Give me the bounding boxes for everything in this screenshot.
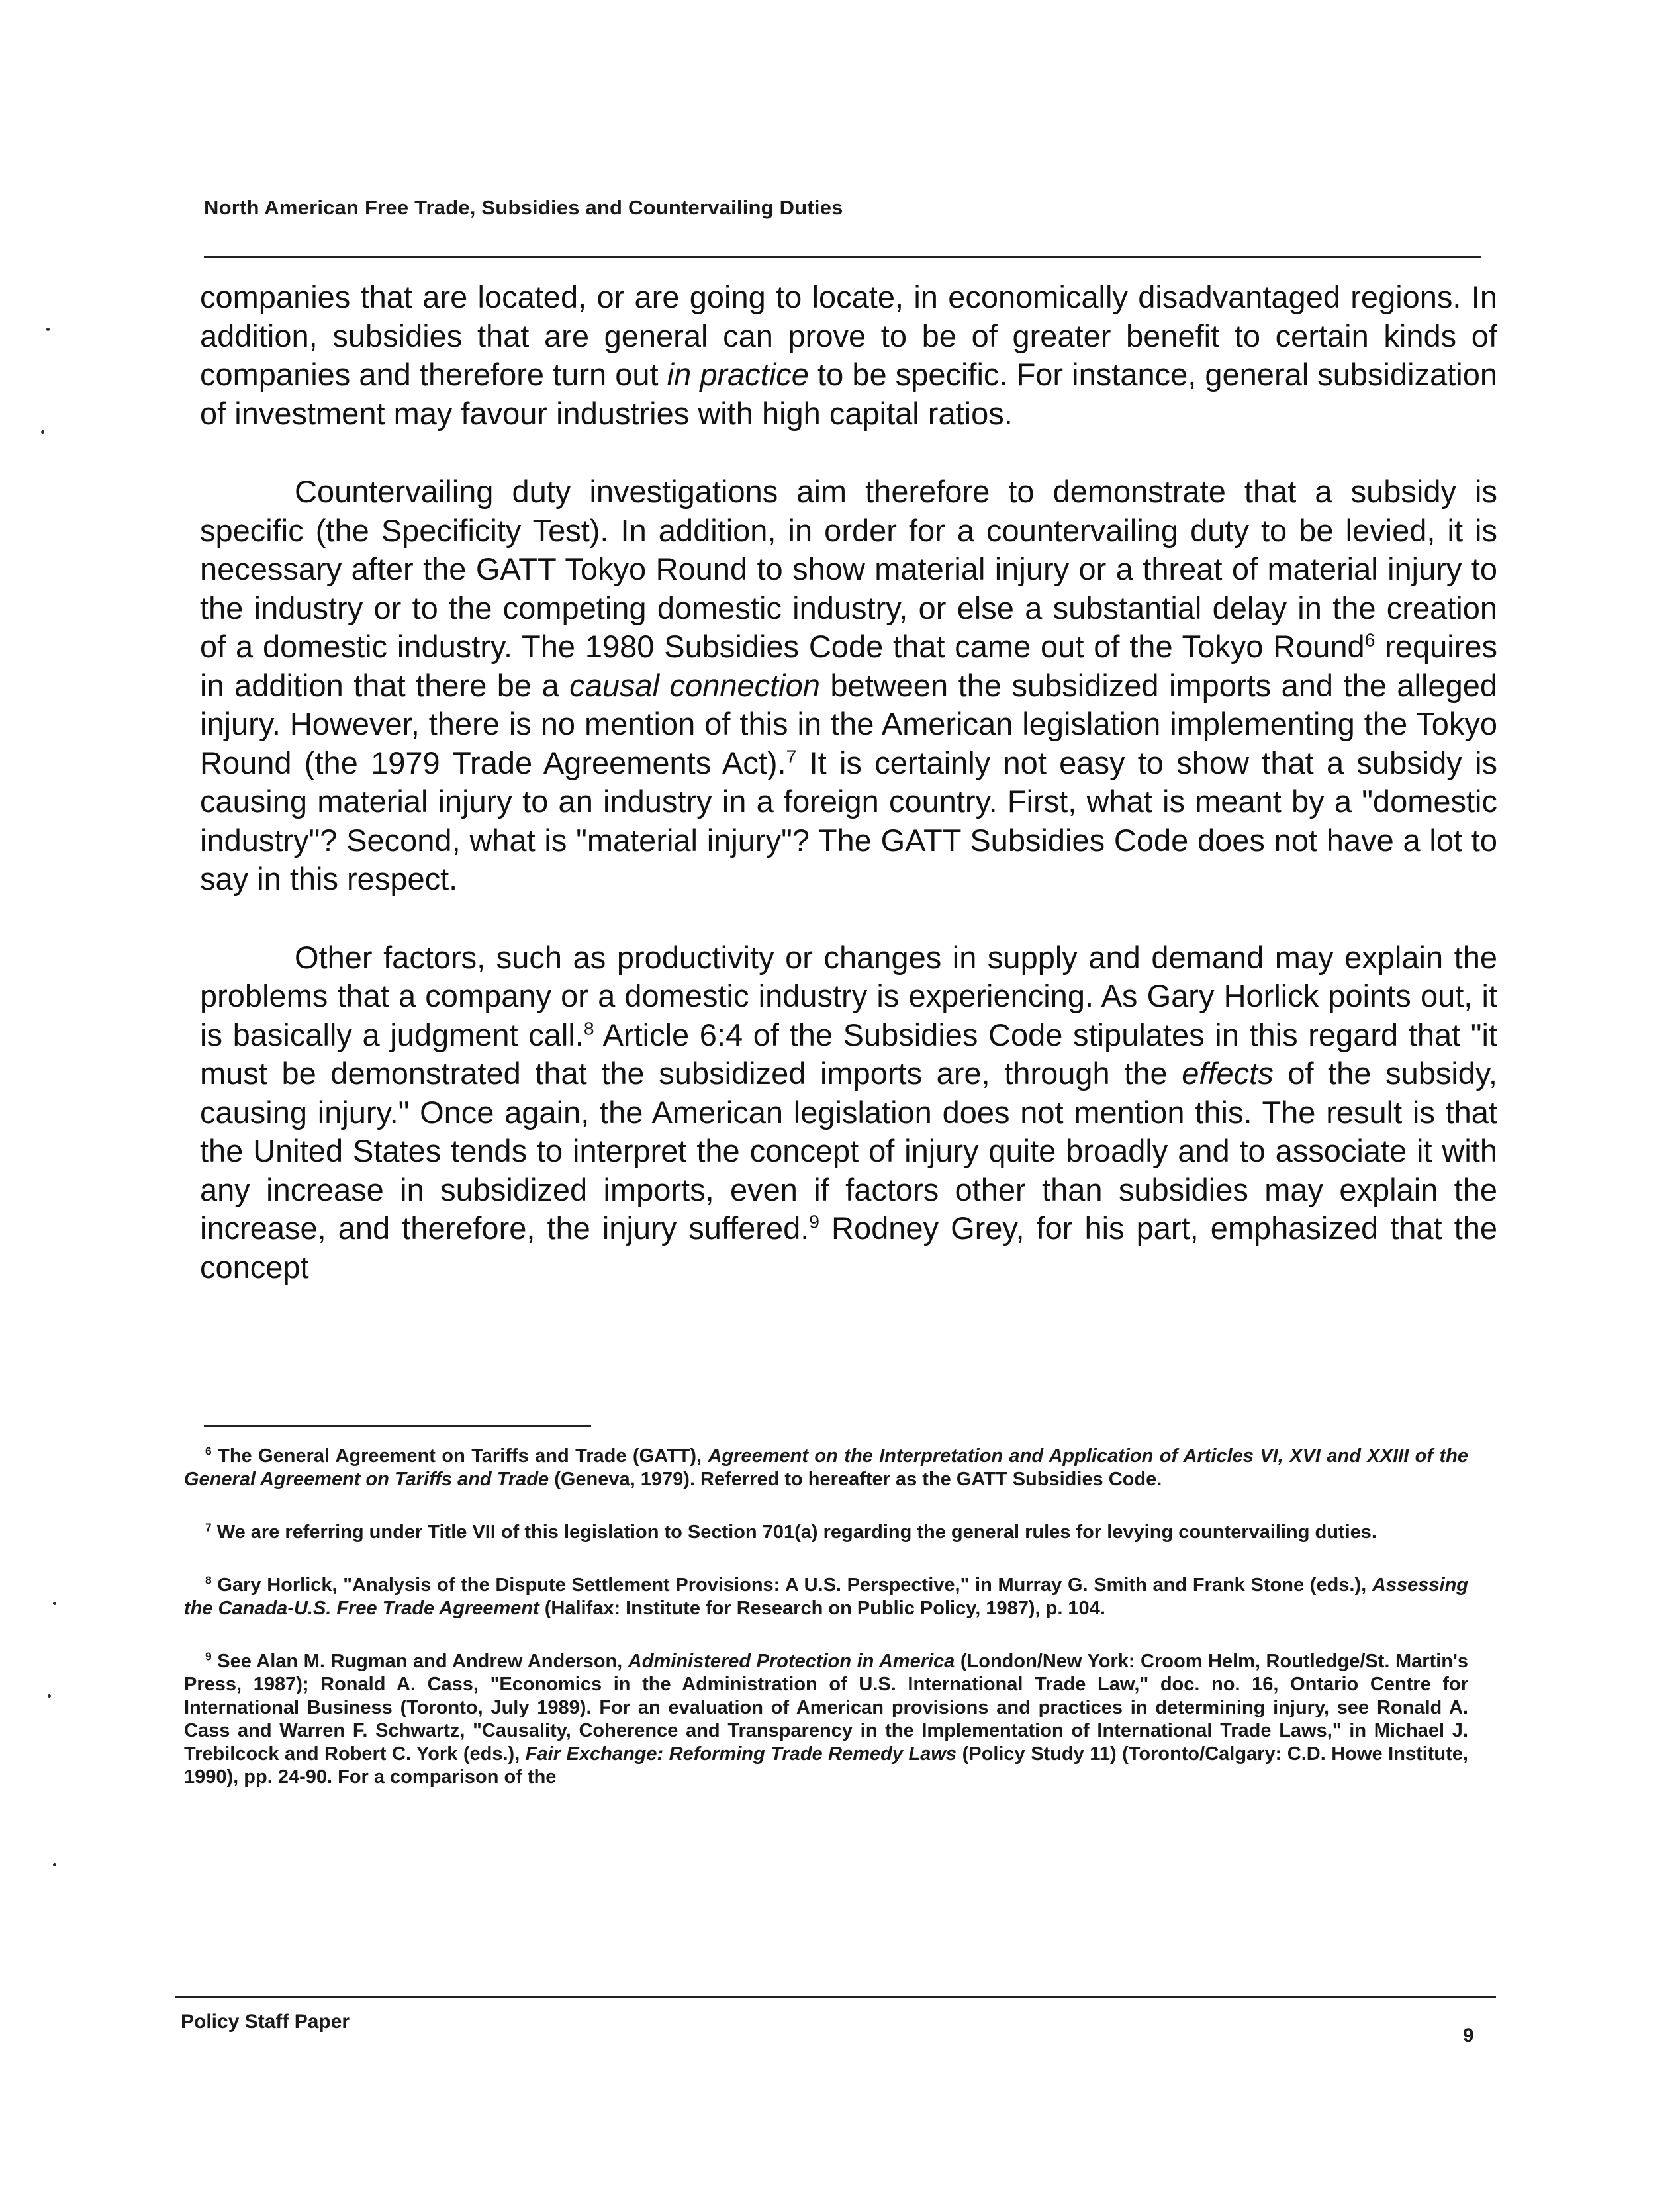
footnote-number: 6 [205, 1444, 212, 1458]
footnote-ref-8: 8 [583, 1017, 594, 1038]
body-text [200, 278, 1497, 1326]
footnote-title: Assessing the Canada-U.S. Free Trade Agreement [184, 1575, 1468, 1619]
footnote-number: 8 [205, 1573, 212, 1587]
header-rule [204, 256, 1481, 258]
footnote-6: $^6$ The General Agreement on Tariffs and Trade (GATT), Agreement on the Interpretation and Application of Articles VI, XVI and XXIII of the General Agreement on Tariffs and Trade (Geneva, 1979). Referred to hereafter as the GATT Subsidies Code. [184, 1444, 1468, 1490]
footnotes [184, 1445, 1468, 1789]
footnote-title: Agreement on the Interpretation and Application of Articles VI, XVI and XXIII of the General Agreement on Tariffs and Trade [184, 1445, 1468, 1490]
paragraph-3: Other factors, such as productivity or changes in supply and demand may explain the problems that a company or a domestic industry is experiencing. As Gary Horlick points out, it is basically a judgment call.$^8$ Article 6:4 of the Subsidies Code stipulates in this regard that "it must be demonstrated that the subsidized imports are, through the effects of the subsidy, causing injury." Once again, the American legislation does not mention this. The result is that the United States tends to interpret the concept of injury quite broadly and to associate it with any increase in subsidized imports, even if factors other than subsidies may explain the increase, and therefore, the injury suffered.$^9$ Rodney Grey, for his part, emphasized that the concept [200, 939, 1497, 1285]
footnote-ref-7: 7 [786, 745, 797, 766]
running-header: North American Free Trade, Subsidies and Countervailing Duties [204, 196, 843, 219]
footnote-number: 9 [205, 1649, 212, 1663]
footnote-title: Administered Protection in America [628, 1651, 955, 1672]
footnote-7: $^7$ We are referring under Title VII of this legislation to Section 701(a) regarding the general rules for levying countervailing duties. [205, 1520, 1377, 1543]
footnote-9: $^9$ See Alan M. Rugman and Andrew Anderson, Administered Protection in America (London/New York: Croom Helm, Routledge/St. Martin's Press, 1987); Ronald A. Cass, "Economics in the Administration of U.S. International Trade Law," doc. no. 16, Ontario Centre for International Business (Toronto, July 1989). For an evaluation of American provisions and practices in determining injury, see Ronald A. Cass and Warren F. Schwartz, "Causality, Coherence and Transparency in the Implementation of International Trade Laws," in Michael J. Trebilcock and Robert C. York (eds.), Fair Exchange: Reforming Trade Remedy Laws (Policy Study 11) (Toronto/Calgary: C.D. Howe Institute, 1990), pp. 24-90. For a comparison of the [184, 1649, 1469, 1788]
emphasis-causal-connection: causal connection [569, 667, 820, 703]
footnote-number: 7 [205, 1520, 212, 1534]
footnote-rule [204, 1425, 591, 1427]
scan-speck [53, 1602, 56, 1605]
footer-publication: Policy Staff Paper [181, 2011, 350, 2033]
page-number: 9 [1463, 2025, 1474, 2046]
paragraph-1: companies that are located, or are going to locate, in economically disadvantaged regions. In addition, subsidies that are general can prove to be of greater benefit to certain kinds of companies and therefore turn out in practice to be specific. For instance, general subsidization of investment may favour industries with high capital ratios. [200, 279, 1497, 431]
scan-speck [53, 1863, 56, 1866]
paragraph-2: Countervailing duty investigations aim therefore to demonstrate that a subsidy is specific (the Specificity Test). In addition, in order for a countervailing duty to be levied, it is necessary after the GATT Tokyo Round to show material injury or a threat of material injury to the industry or to the competing domestic industry, or else a substantial delay in the creation of a domestic industry. The 1980 Subsidies Code that came out of the Tokyo Round$^6$ requires in addition that there be a causal connection between the subsidized imports and the alleged injury. However, there is no mention of this in the American legislation implementing the Tokyo Round (the 1979 Trade Agreements Act).$^7$ It is certainly not easy to show that a subsidy is causing material injury to an industry in a foreign country. First, what is meant by a "domestic industry"? Second, what is "material injury"? The GATT Subsidies Code does not have a lot to say in this respect. [200, 474, 1498, 896]
footnote-title: Fair Exchange: Reforming Trade Remedy Laws [525, 1743, 957, 1764]
emphasis-effects: effects [1182, 1056, 1274, 1091]
footnote-ref-6: 6 [1364, 629, 1376, 651]
scan-speck [41, 430, 44, 434]
footnote-8: $^8$ Gary Horlick, "Analysis of the Dispute Settlement Provisions: A U.S. Perspective," in Murray G. Smith and Frank Stone (eds.), Assessing the Canada-U.S. Free Trade Agreement (Halifax: Institute for Research on Public Policy, 1987), p. 104. [184, 1573, 1468, 1619]
scan-speck [48, 1694, 51, 1698]
scan-speck [46, 328, 50, 331]
emphasis-in-practice: in practice [667, 357, 809, 392]
footnote-ref-9: 9 [809, 1211, 819, 1232]
footer-rule [175, 1996, 1496, 1998]
